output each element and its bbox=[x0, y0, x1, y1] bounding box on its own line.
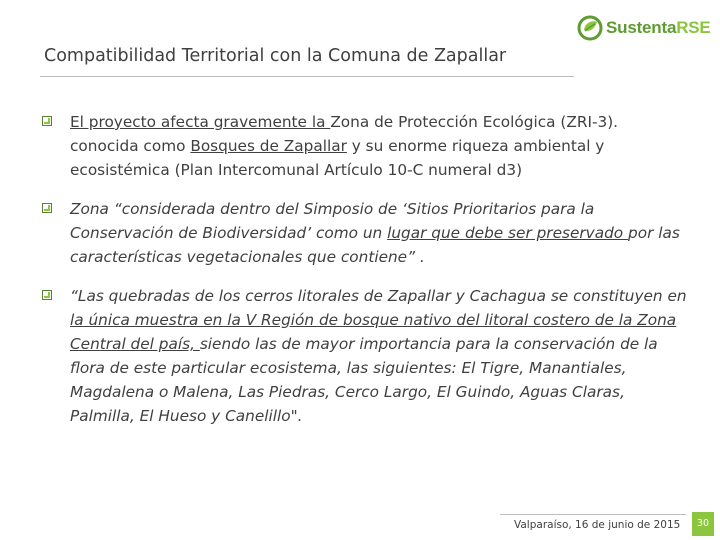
leaf-icon bbox=[576, 14, 604, 42]
bullet-2-seg-2: lugar que debe ser preservado bbox=[387, 224, 629, 242]
bullet-1-seg-2: Zona de Protección Ecológica (ZRI-3). conocida como bbox=[70, 113, 619, 155]
logo-text-sustenta: Sustenta bbox=[606, 18, 677, 37]
bullet-item-3 bbox=[40, 284, 690, 428]
logo-text bbox=[606, 18, 711, 38]
bullet-item-2 bbox=[40, 197, 690, 269]
logo-text-rse: RSE bbox=[676, 18, 711, 37]
bullet-item-1 bbox=[40, 110, 690, 182]
page-number-badge: 30 bbox=[692, 512, 714, 536]
bullet-2-seg-3: por las características vegetacionales que contiene” . bbox=[70, 224, 680, 266]
bullet-2-text bbox=[70, 200, 680, 266]
bullet-3-seg-1: “Las quebradas de los cerros litorales de Zapallar y Cachagua se constituyen en bbox=[70, 287, 687, 305]
footer-date: Valparaíso, 16 de junio de 2015 bbox=[514, 519, 681, 531]
title-divider bbox=[40, 76, 574, 77]
bullet-1-text bbox=[70, 113, 618, 179]
bullet-3-seg-2: la única muestra en la V Región de bosque nativo del litoral costero de la Zona Central del país, bbox=[70, 311, 677, 353]
bullet-3-seg-3: siendo las de mayor importancia para la conservación de la flora de este particular ecosistema, las siguientes: El Tigre, Manantiales, Magdalena o Malena, Las Piedras, Cerco Largo, El Guindo, Aguas Claras, Palmilla, El Hueso y Canelillo". bbox=[70, 335, 658, 425]
bullet-1-seg-4: y su enorme riqueza ambiental y ecosistémica (Plan Intercomunal Artículo 10-C numeral d3) bbox=[70, 137, 605, 179]
checkbox-bullet-icon bbox=[42, 290, 52, 300]
bullet-1-seg-1: El proyecto afecta gravemente la bbox=[70, 113, 331, 131]
footer-divider bbox=[500, 514, 686, 515]
slide-title: Compatibilidad Territorial con la Comuna de Zapallar bbox=[44, 46, 507, 66]
bullet-list bbox=[40, 110, 690, 443]
bullet-3-text bbox=[70, 287, 687, 425]
sustentarse-logo bbox=[576, 14, 711, 44]
checkbox-bullet-icon bbox=[42, 116, 52, 126]
bullet-1-seg-3: Bosques de Zapallar bbox=[190, 137, 347, 155]
checkbox-bullet-icon bbox=[42, 203, 52, 213]
bullet-2-seg-1: Zona “considerada dentro del Simposio de ‘Sitios Prioritarios para la Conservación de Biodiversidad’ como un bbox=[70, 200, 595, 242]
